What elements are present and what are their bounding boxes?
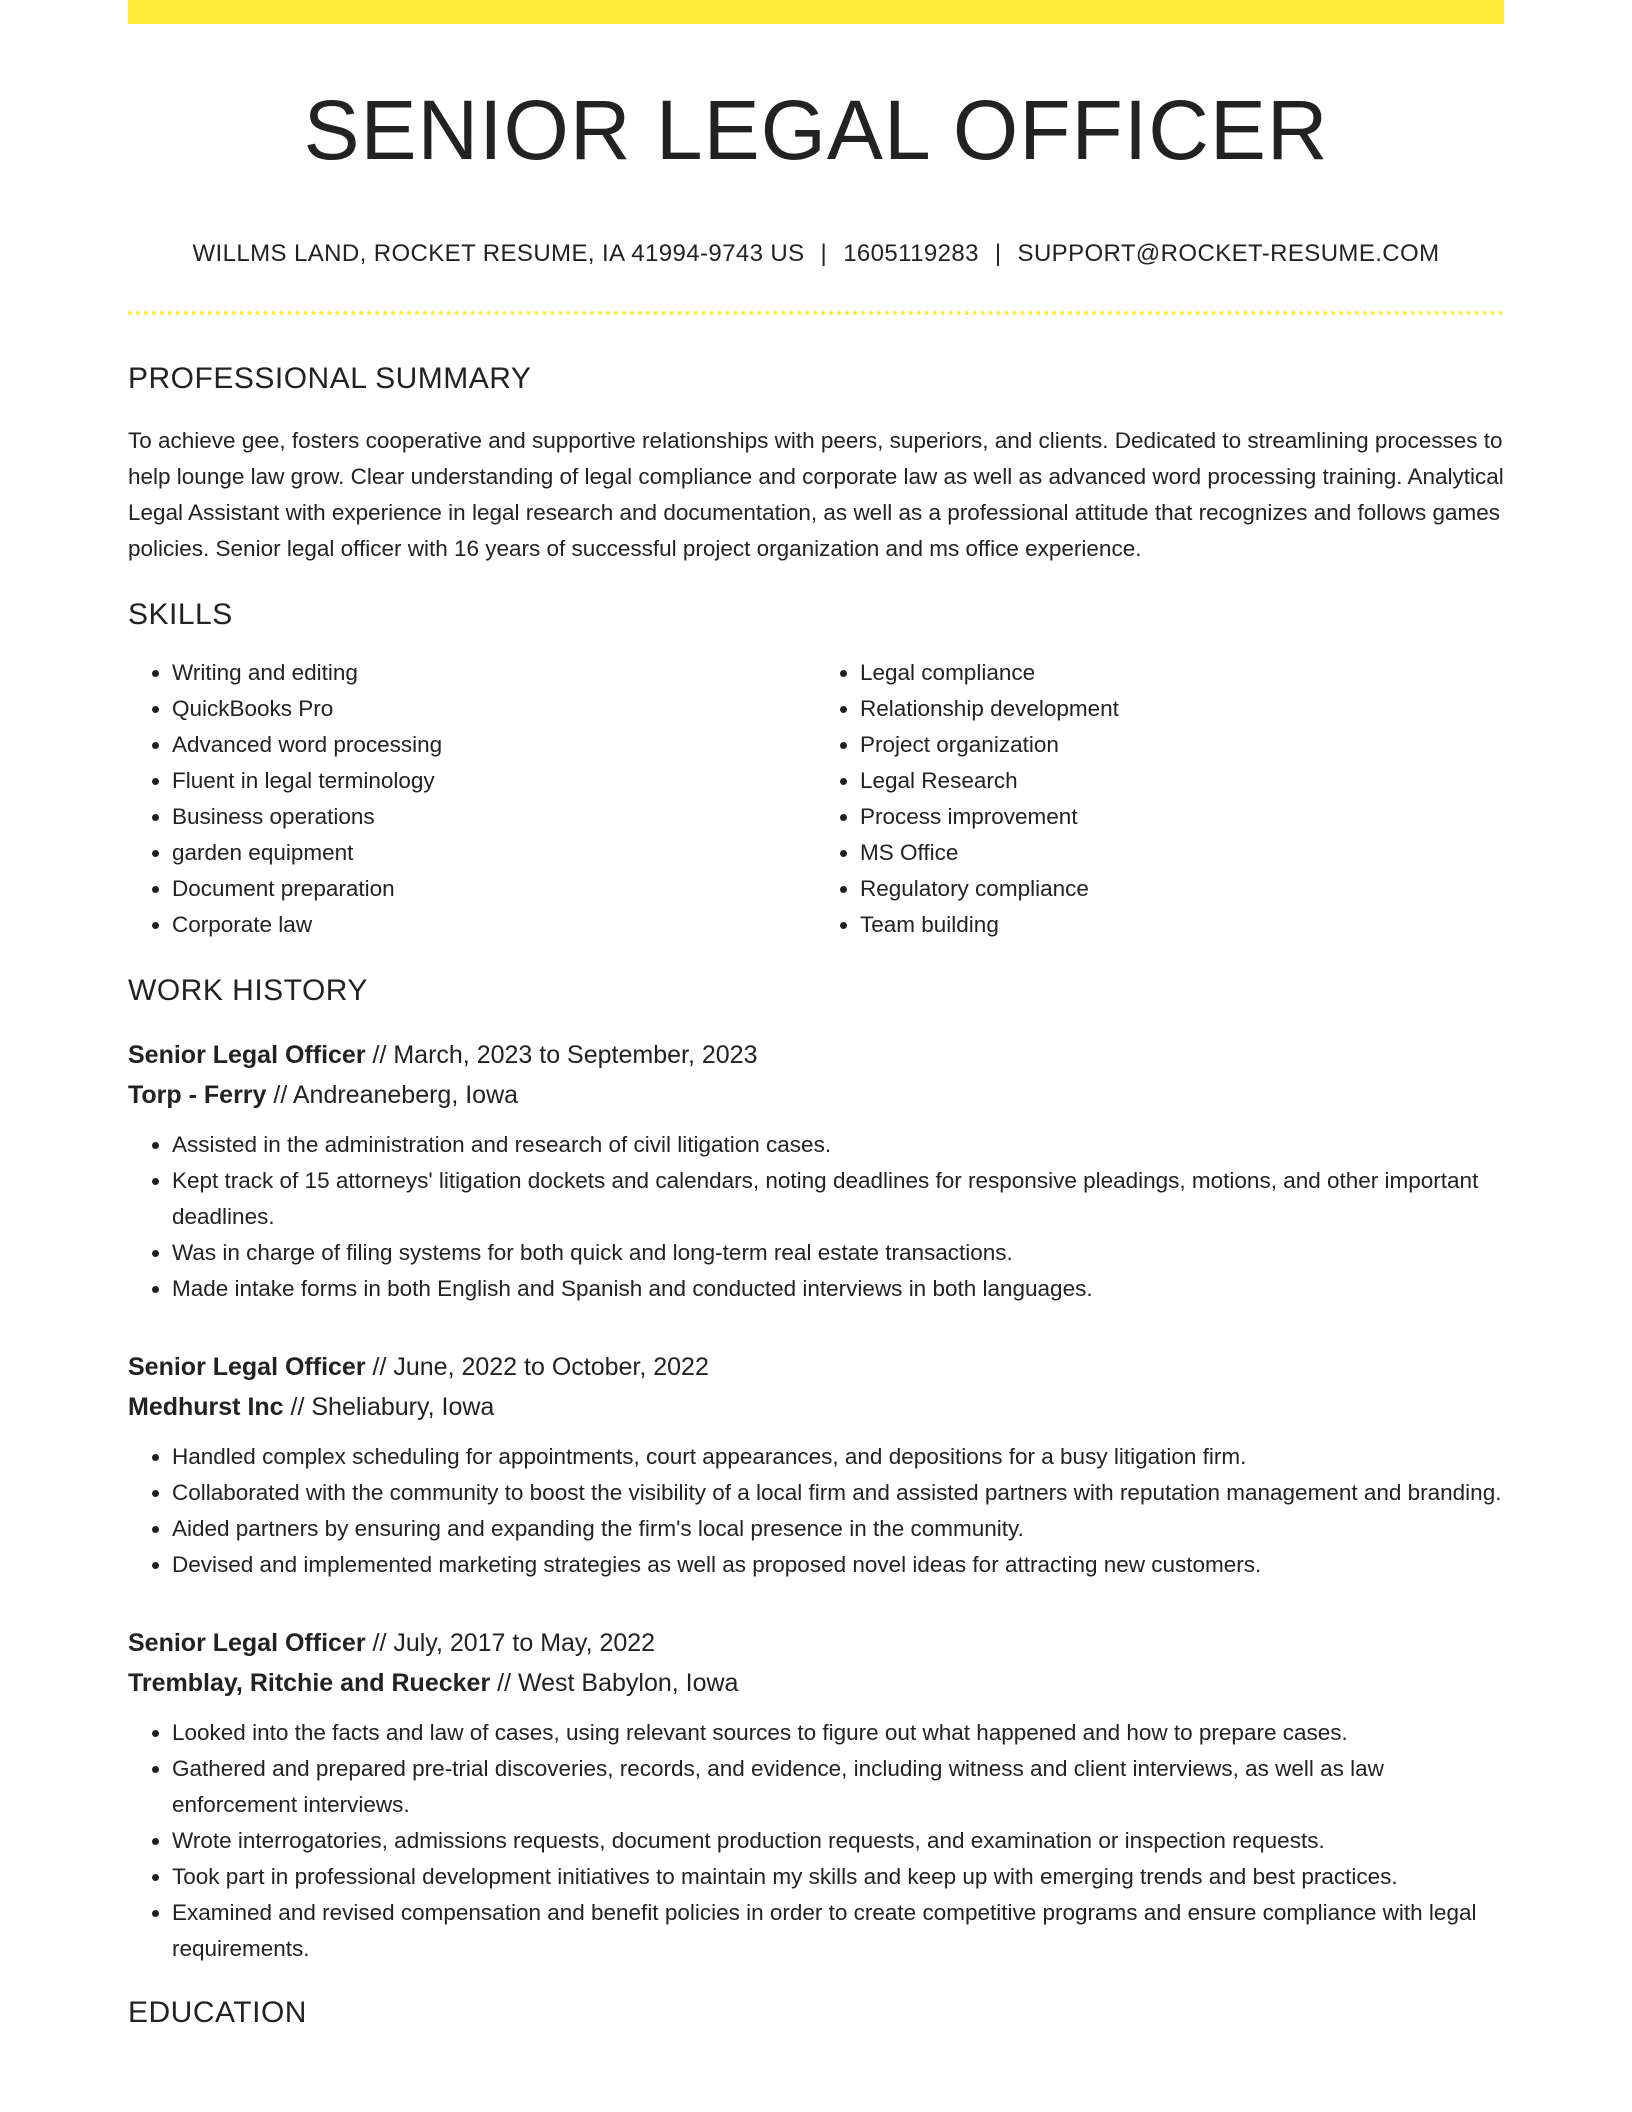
job-bullet: • Was in charge of filing systems for both quick and long-term real estate transactions. [172, 1235, 1504, 1271]
job-bullets [128, 1439, 1504, 1583]
skill-item: • Team building [860, 907, 1504, 943]
contact-separator: | [820, 240, 828, 268]
skill-item: • Project organization [860, 727, 1504, 763]
job-bullet: • Kept track of 15 attorneys' litigation dockets and calendars, noting deadlines for responsive pleadings, motions, and other important deadlines. [172, 1163, 1504, 1235]
skill-item: • Document preparation [172, 871, 816, 907]
skill-item: • Relationship development [860, 691, 1504, 727]
job-bullet: • Assisted in the administration and research of civil litigation cases. [172, 1127, 1504, 1163]
top-accent-bar [128, 0, 1504, 24]
job-dates: // March, 2023 to September, 2023 [372, 1041, 758, 1070]
education-heading: EDUCATION [128, 1996, 307, 2030]
skills-column-right [816, 655, 1504, 943]
contact-separator: | [994, 240, 1002, 268]
job-role: Senior Legal Officer [128, 1041, 366, 1070]
contact-line [128, 240, 1504, 269]
job-bullet: • Looked into the facts and law of cases, using relevant sources to figure out what happened and how to prepare cases. [172, 1715, 1504, 1751]
job-title-line [128, 1623, 1504, 1663]
job-dates: // July, 2017 to May, 2022 [372, 1629, 656, 1658]
skills-list [128, 655, 1504, 943]
job-bullet: • Collaborated with the community to boost the visibility of a local firm and assisted partners with reputation management and branding. [172, 1475, 1504, 1511]
skill-item: • Fluent in legal terminology [172, 763, 816, 799]
skill-item: • Writing and editing [172, 655, 816, 691]
job-bullet: • Devised and implemented marketing strategies as well as proposed novel ideas for attracting new customers. [172, 1547, 1504, 1583]
skills-heading: SKILLS [128, 598, 233, 632]
skill-item: • QuickBooks Pro [172, 691, 816, 727]
job-role: Senior Legal Officer [128, 1353, 366, 1382]
job-bullet: • Took part in professional development initiatives to maintain my skills and keep up with emerging trends and best practices. [172, 1859, 1504, 1895]
job-bullet: • Examined and revised compensation and benefit policies in order to create competitive programs and ensure compliance with legal requirements. [172, 1895, 1504, 1967]
contact-email: SUPPORT@ROCKET-RESUME.COM [1017, 240, 1440, 268]
job-company-line [128, 1387, 1504, 1427]
job-bullets [128, 1127, 1504, 1307]
job-company: Torp - Ferry [128, 1081, 267, 1110]
skill-item: • Legal compliance [860, 655, 1504, 691]
job-bullet: • Gathered and prepared pre-trial discoveries, records, and evidence, including witness and client interviews, as well as law enforcement interviews. [172, 1751, 1504, 1823]
skill-item: • Legal Research [860, 763, 1504, 799]
job-dates: // June, 2022 to October, 2022 [372, 1353, 709, 1382]
job-company: Medhurst Inc [128, 1393, 284, 1422]
skill-item: • garden equipment [172, 835, 816, 871]
skill-item: • Process improvement [860, 799, 1504, 835]
skill-item: • Business operations [172, 799, 816, 835]
job-company-line [128, 1663, 1504, 1703]
job-bullet: • Wrote interrogatories, admissions requests, document production requests, and examination or inspection requests. [172, 1823, 1504, 1859]
job-title-line [128, 1035, 1504, 1075]
skill-item: • Regulatory compliance [860, 871, 1504, 907]
job-bullet: • Aided partners by ensuring and expanding the firm's local presence in the community. [172, 1511, 1504, 1547]
job-bullet: • Made intake forms in both English and Spanish and conducted interviews in both languages. [172, 1271, 1504, 1307]
summary-text: To achieve gee, fosters cooperative and supportive relationships with peers, superiors, and clients. Dedicated to streamlining processes to help lounge law grow. Clear understanding of legal compliance and corporate law as well as advanced word processing training. Analytical Legal Assistant with experience in legal research and documentation, as well as a professional attitude that recognizes and follows games policies. Senior legal officer with 16 years of successful project organization and ms office experience. [128, 428, 1504, 562]
job-location: // Andreaneberg, Iowa [273, 1081, 519, 1110]
resume-name: SENIOR LEGAL OFFICER [303, 83, 1329, 177]
job-title-line [128, 1347, 1504, 1387]
summary-heading: PROFESSIONAL SUMMARY [128, 362, 532, 396]
job-location: // Sheliabury, Iowa [290, 1393, 495, 1422]
skills-column-left [128, 655, 816, 943]
job-entry [128, 1035, 1504, 1307]
skill-item: • Corporate law [172, 907, 816, 943]
job-bullets [128, 1715, 1504, 1967]
dotted-divider [128, 311, 1504, 315]
job-role: Senior Legal Officer [128, 1629, 366, 1658]
job-entry [128, 1347, 1504, 1583]
job-entry [128, 1623, 1504, 1967]
job-company-line [128, 1075, 1504, 1115]
job-company: Tremblay, Ritchie and Ruecker [128, 1669, 491, 1698]
work-history-heading: WORK HISTORY [128, 974, 368, 1008]
contact-phone: 1605119283 [843, 240, 979, 268]
skill-item: • MS Office [860, 835, 1504, 871]
resume-page [128, 0, 1504, 2031]
contact-address: WILLMS LAND, ROCKET RESUME, IA 41994-9743 US [192, 240, 805, 268]
skill-item: • Advanced word processing [172, 727, 816, 763]
job-location: // West Babylon, Iowa [497, 1669, 739, 1698]
job-bullet: • Handled complex scheduling for appointments, court appearances, and depositions for a busy litigation firm. [172, 1439, 1504, 1475]
